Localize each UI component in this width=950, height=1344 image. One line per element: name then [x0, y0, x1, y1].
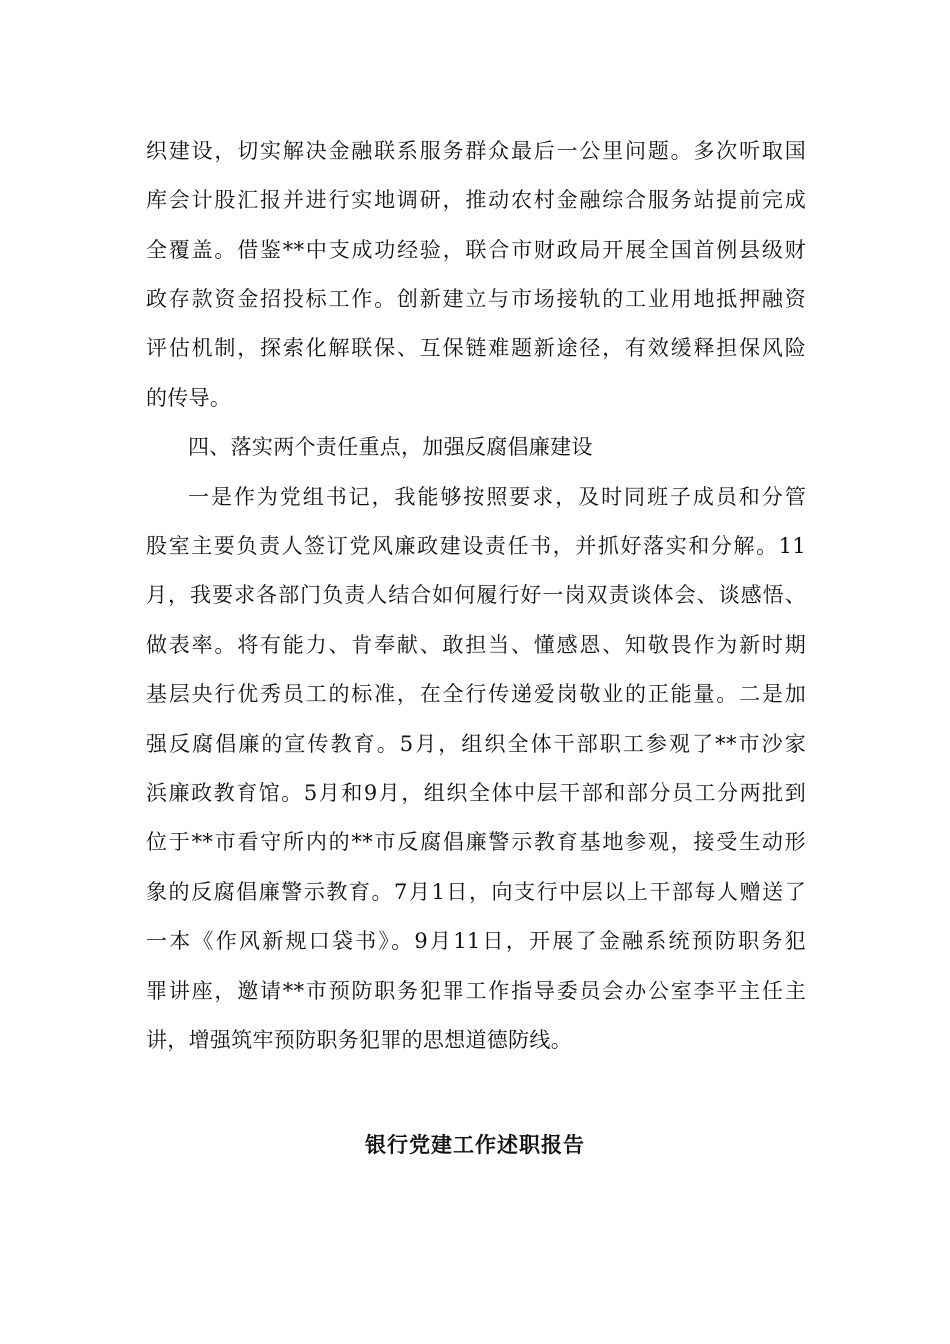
body-line: 股室主要负责人签订党风廉政建设责任书，并抓好落实和分解。11	[146, 534, 806, 558]
body-line: 强反腐倡廉的宣传教育。5月，组织全体干部职工参观了**市沙家	[146, 732, 806, 756]
body-line: 的传导。	[146, 386, 232, 410]
body-line: 一是作为党组书记，我能够按照要求，及时同班子成员和分管	[188, 485, 806, 509]
body-line: 讲，增强筑牢预防职务犯罪的思想道德防线。	[146, 1028, 572, 1052]
body-line: 做表率。将有能力、肯奉献、敢担当、懂感恩、知敬畏作为新时期	[146, 633, 806, 657]
body-line: 位于**市看守所内的**市反腐倡廉警示教育基地参观，接受生动形	[146, 830, 806, 854]
body-line: 政存款资金招投标工作。创新建立与市场接轨的工业用地抵押融资	[146, 287, 806, 311]
body-line: 象的反腐倡廉警示教育。7月1日，向支行中层以上干部每人赠送了	[146, 880, 806, 904]
body-line: 织建设，切实解决金融联系服务群众最后一公里问题。多次听取国	[146, 139, 806, 163]
report-title: 银行党建工作述职报告	[365, 1132, 585, 1157]
body-line: 全覆盖。借鉴**中支成功经验，联合市财政局开展全国首例县级财	[146, 238, 806, 262]
body-line: 评估机制，探索化解联保、互保链难题新途径，有效缓释担保风险	[146, 336, 806, 360]
section-heading: 四、落实两个责任重点，加强反腐倡廉建设	[188, 435, 593, 459]
body-line: 一本《作风新规口袋书》。9月11日，开展了金融系统预防职务犯	[146, 929, 806, 953]
body-line: 基层央行优秀员工的标准，在全行传递爱岗敬业的正能量。二是加	[146, 682, 806, 706]
body-line: 月，我要求各部门负责人结合如何履行好一岗双责谈体会、谈感悟、	[146, 583, 806, 607]
body-line: 罪讲座，邀请**市预防职务犯罪工作指导委员会办公室李平主任主	[146, 979, 806, 1003]
body-line: 库会计股汇报并进行实地调研，推动农村金融综合服务站提前完成	[146, 188, 806, 212]
body-line: 浜廉政教育馆。5月和9月，组织全体中层干部和部分员工分两批到	[146, 781, 806, 805]
